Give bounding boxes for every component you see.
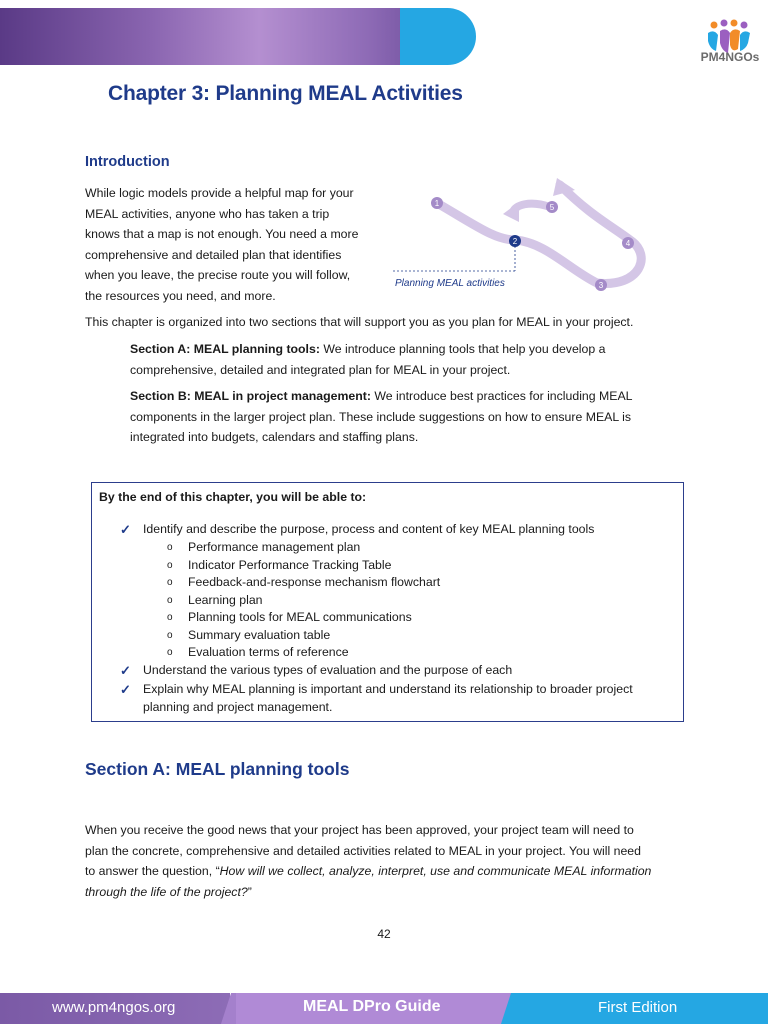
footer-website-link[interactable]: www.pm4ngos.org	[52, 999, 176, 1016]
step-node-5	[546, 201, 558, 213]
paragraph-line: plan the concrete, comprehensive and detailed activities related to MEAL in your project. You will need	[85, 843, 641, 858]
footer-banner	[0, 993, 768, 1024]
svg-text:3: 3	[598, 281, 604, 290]
introduction-paragraph	[85, 183, 385, 306]
circle-bullet-icon: o	[167, 629, 173, 641]
header-banner	[0, 8, 432, 65]
section-a-text: We introduce planning tools that help you develop a	[319, 342, 606, 356]
footer-guide-title: MEAL DPro Guide	[303, 998, 441, 1015]
checkmark-icon: ✓	[120, 663, 131, 678]
intro-line: While logic models provide a helpful map for your	[85, 186, 354, 200]
circle-bullet-icon: o	[167, 542, 173, 553]
section-b-label: Section B: MEAL in project management:	[130, 389, 371, 403]
chapter-organization-text: This chapter is organized into two sections that will support you as you plan for MEAL in your project.	[85, 315, 634, 329]
checkmark-icon: ✓	[120, 682, 131, 697]
paragraph-line: to answer the question, “How will we collect, analyze, interpret, use and communicate MEAL information	[85, 864, 652, 878]
svg-text:4: 4	[625, 239, 631, 248]
learning-objectives-box: By the end of this chapter, you will be able to: ✓ Identify and describe the purpose, process and content of key MEAL planning tools o Performance management plan o Indicator Performance Tracking Table o Feedback-and-response mechanism flowchart o Learning plan o Planning tools for MEAL communications o Summary evaluation table o Evaluation terms of reference ✓ Understand the various types of evaluation and the purpose of each ✓ Explain why MEAL planning is important and understand its relationship to broader project planning and project management.	[91, 482, 684, 722]
intro-line: MEAL activities, anyone who has taken a trip	[85, 206, 330, 221]
diagram-caption: Planning MEAL activities	[395, 278, 505, 289]
route-path	[434, 185, 641, 284]
return-arrow-head	[503, 202, 519, 222]
circle-bullet-icon: o	[167, 594, 173, 606]
checkmark-icon: ✓	[120, 522, 131, 537]
planning-route-diagram	[385, 170, 665, 300]
page-number: 42	[377, 927, 391, 941]
circle-bullet-icon: o	[167, 647, 173, 658]
circle-bullet-icon: o	[167, 577, 173, 588]
section-a-heading: Section A: MEAL planning tools	[85, 759, 350, 779]
logo-text: PM4NGOs	[700, 50, 760, 64]
step-node-1	[431, 197, 443, 209]
section-b-text-line: integrated into budgets, calendars and staffing plans.	[130, 430, 419, 444]
footer-edition: First Edition	[598, 999, 678, 1016]
intro-line: comprehensive and detailed plan that identifies	[85, 247, 342, 262]
step-node-2	[509, 235, 521, 247]
section-b-text: We introduce best practices for including MEAL	[370, 389, 633, 403]
svg-text:5: 5	[549, 203, 555, 212]
step-node-3	[595, 279, 607, 291]
header-banner-accent	[400, 8, 476, 65]
intro-line: the resources you need, and more.	[85, 288, 276, 303]
paragraph-line: When you receive the good news that your project has been approved, your project team will need to	[85, 823, 634, 837]
chapter-title: Chapter 3: Planning MEAL Activities	[108, 82, 463, 105]
circle-bullet-icon: o	[167, 612, 173, 623]
section-b-text-line: components in the larger project plan. These include suggestions on how to ensure MEAL is	[130, 409, 632, 424]
objectives-title: By the end of this chapter, you will be able to:	[99, 490, 367, 504]
intro-line: when you leave, the precise route you will follow,	[85, 268, 351, 282]
section-a-text-line: comprehensive, detailed and integrated plan for MEAL in your project.	[130, 362, 511, 377]
section-b-description	[130, 386, 670, 448]
intro-line: knows that a map is not enough. You need a more	[85, 227, 359, 241]
section-a-label: Section A: MEAL planning tools:	[130, 342, 320, 356]
svg-text:2: 2	[512, 237, 518, 246]
paragraph-line: through the life of the project?”	[85, 884, 252, 899]
section-a-paragraph	[85, 820, 685, 902]
introduction-heading: Introduction	[85, 154, 170, 170]
circle-bullet-icon: o	[167, 559, 173, 571]
svg-text:1: 1	[434, 199, 440, 208]
section-a-description	[130, 339, 670, 380]
step-node-4	[622, 237, 634, 249]
